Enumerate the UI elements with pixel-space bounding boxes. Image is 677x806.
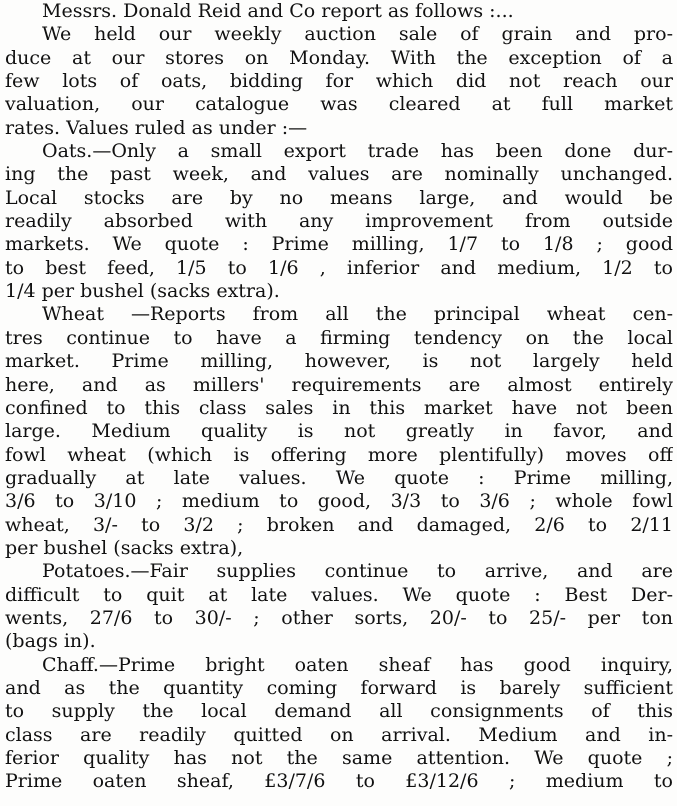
text-line: Oats.—Only a small export trade has been done dur- [42,140,673,163]
text-line: wheat, 3/- to 3/2 ; broken and damaged, 2/6 to 2/11 [5,513,673,536]
text-line: and as the quantity coming forward is barely sufficient [5,676,673,699]
text-line: duce at our stores on Monday. With the exception of a [5,46,673,69]
text-line: Potatoes.—Fair supplies continue to arrive, and are [42,560,673,583]
text-line: wents, 27/6 to 30/- ; other sorts, 20/- to 25/- per ton [5,606,673,629]
text-line: Chaff.—Prime bright oaten sheaf has good inquiry, [42,653,673,676]
text-line: 1/4 per bushel (sacks extra). [5,280,280,303]
text-line: to supply the local demand all consignments of this [5,700,673,723]
text-line: 3/6 to 3/10 ; medium to good, 3/3 to 3/6 ; whole fowl [5,490,673,513]
text-line: (bags in). [5,630,96,653]
text-line: markets. We quote : Prime milling, 1/7 to 1/8 ; good [5,233,673,256]
text-line: rates. Values ruled as under :— [5,116,308,139]
text-line: Wheat —Reports from all the principal wheat cen- [42,303,673,326]
text-line: ing the past week, and values are nominally unchanged. [5,163,673,186]
text-line: readily absorbed with any improvement from outside [5,210,673,233]
paragraph-intro [5,23,673,140]
text-line: confined to this class sales in this market have not been [5,396,673,419]
text-line: here, and as millers' requirements are almost entirely [5,373,673,396]
article-body [5,23,673,793]
paragraph-potatoes [5,560,673,653]
text-line: Prime oaten sheaf, £3/7/6 to £3/12/6 ; medium to [5,770,673,793]
paragraph-wheat [5,303,673,560]
text-line: gradually at late values. We quote : Prime milling, [5,466,673,489]
article-header: Messrs. Donald Reid and Co report as follows :... [42,0,514,22]
text-line: large. Medium quality is not greatly in favor, and [5,420,673,443]
text-line: few lots of oats, bidding for which did not reach our [5,70,673,93]
text-line: per bushel (sacks extra), [5,536,244,559]
text-line: We held our weekly auction sale of grain and pro- [42,23,673,46]
paragraph-chaff [5,654,673,794]
text-line: tres continue to have a firming tendency on the local [5,326,673,349]
text-line: valuation, our catalogue was cleared at full market [5,93,673,116]
text-line: difficult to quit at late values. We quote : Best Der- [5,583,673,606]
text-line: to best feed, 1/5 to 1/6 , inferior and medium, 1/2 to [5,256,673,279]
text-line: class are readily quitted on arrival. Medium and in- [5,723,673,746]
text-line: market. Prime milling, however, is not largely held [5,350,673,373]
text-line: fowl wheat (which is offering more plentifully) moves off [5,443,673,466]
text-line: Local stocks are by no means large, and would be [5,186,673,209]
text-line: ferior quality has not the same attention. We quote ; [5,747,673,769]
paragraph-oats [5,140,673,303]
